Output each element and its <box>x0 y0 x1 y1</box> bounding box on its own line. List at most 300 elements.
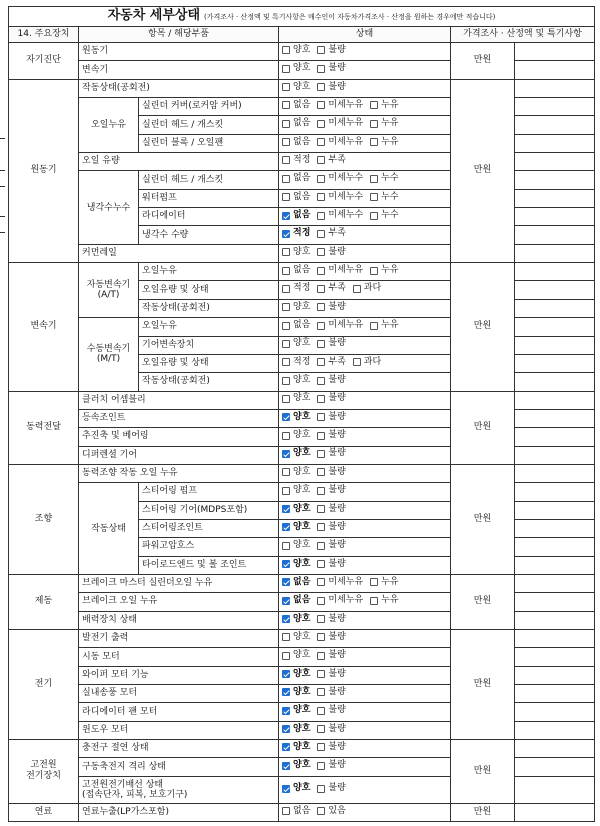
checkbox-icon[interactable] <box>317 303 325 311</box>
option-label: 누유 <box>381 118 399 129</box>
checked-checkbox-icon[interactable] <box>282 212 290 220</box>
checkbox-icon[interactable] <box>317 175 325 183</box>
state-cell <box>279 740 451 758</box>
option-label: 양호 <box>293 783 311 793</box>
checkbox-icon[interactable] <box>317 340 325 348</box>
option-leak[interactable] <box>370 137 398 148</box>
option-none[interactable] <box>282 320 310 331</box>
option-good[interactable] <box>282 338 310 349</box>
option-seep[interactable] <box>370 192 398 203</box>
option-good[interactable] <box>282 632 310 643</box>
option-short[interactable] <box>317 228 345 239</box>
option-label: 불량 <box>328 466 346 477</box>
item-label: 변속기 <box>79 61 279 79</box>
option-none[interactable] <box>282 577 310 588</box>
option-bad[interactable] <box>317 302 345 313</box>
option-present[interactable] <box>317 806 345 817</box>
option-excess[interactable] <box>353 283 381 294</box>
special-note-cell[interactable] <box>515 208 595 226</box>
checkbox-icon[interactable] <box>317 101 325 109</box>
option-none[interactable] <box>282 806 310 817</box>
option-seep[interactable] <box>370 210 398 221</box>
checkbox-icon[interactable] <box>317 322 325 330</box>
checkbox-icon[interactable] <box>317 725 325 733</box>
checked-checkbox-icon[interactable] <box>282 688 290 696</box>
option-good[interactable] <box>282 45 310 56</box>
option-label: 누유 <box>381 576 399 587</box>
checked-checkbox-icon[interactable] <box>282 413 290 421</box>
option-good[interactable] <box>282 522 310 533</box>
checkbox-icon[interactable] <box>317 450 325 458</box>
option-good[interactable] <box>282 63 310 74</box>
checkbox-icon[interactable] <box>317 267 325 275</box>
price-cell[interactable]: 만원 <box>451 79 515 262</box>
option-minor_seep[interactable] <box>317 192 363 203</box>
option-none[interactable] <box>282 192 310 203</box>
checkbox-icon[interactable] <box>282 248 290 256</box>
checkbox-icon[interactable] <box>282 395 290 403</box>
option-none[interactable] <box>282 210 310 221</box>
checkbox-icon[interactable] <box>317 432 325 440</box>
checkbox-icon[interactable] <box>370 578 378 586</box>
checkbox-icon[interactable] <box>370 597 378 605</box>
checked-checkbox-icon[interactable] <box>282 725 290 733</box>
category-transmission: 변속기 <box>9 263 79 391</box>
checkbox-icon[interactable] <box>282 432 290 440</box>
option-short[interactable] <box>317 155 345 166</box>
checkbox-icon[interactable] <box>282 101 290 109</box>
option-good[interactable] <box>282 687 310 698</box>
item-label: 연료누출(LP가스포함) <box>79 803 279 821</box>
option-label: 없음 <box>293 320 311 331</box>
item-label: 스티어링조인트 <box>139 519 279 537</box>
subgroup-auto_trans: 자동변속기 (A/T) <box>79 263 139 318</box>
checkbox-icon[interactable] <box>282 285 290 293</box>
checkbox-icon[interactable] <box>282 358 290 366</box>
special-note-cell[interactable] <box>515 226 595 244</box>
option-bad[interactable] <box>317 63 345 74</box>
state-cell <box>279 776 451 803</box>
option-bad[interactable] <box>317 485 345 496</box>
checkbox-icon[interactable] <box>317 688 325 696</box>
option-good[interactable] <box>282 412 310 423</box>
option-label: 누유 <box>381 320 399 331</box>
checkbox-icon[interactable] <box>317 523 325 531</box>
special-note-cell[interactable] <box>515 556 595 574</box>
price-cell[interactable]: 만원 <box>451 43 515 80</box>
option-bad[interactable] <box>317 783 345 794</box>
option-label: 양호 <box>293 705 311 716</box>
checkbox-icon[interactable] <box>370 193 378 201</box>
state-cell <box>279 428 451 446</box>
special-note-cell[interactable] <box>515 79 595 97</box>
option-bad[interactable] <box>317 559 345 570</box>
option-good[interactable] <box>282 540 310 551</box>
option-label: 불량 <box>328 760 346 771</box>
item-label: 기어변속장치 <box>139 336 279 354</box>
checked-checkbox-icon[interactable] <box>282 597 290 605</box>
table-row <box>9 263 595 281</box>
checkbox-icon[interactable] <box>282 156 290 164</box>
checkbox-icon[interactable] <box>317 395 325 403</box>
special-note-cell[interactable] <box>515 721 595 739</box>
option-bad[interactable] <box>317 393 345 404</box>
option-label: 양호 <box>293 301 311 312</box>
special-note-cell[interactable] <box>515 391 595 409</box>
option-leak[interactable] <box>370 595 398 606</box>
state-cell <box>279 61 451 79</box>
special-note-cell[interactable] <box>515 703 595 721</box>
option-minor_leak[interactable] <box>317 595 363 606</box>
special-note-cell[interactable] <box>515 43 595 61</box>
checked-checkbox-icon[interactable] <box>282 505 290 513</box>
option-seep[interactable] <box>370 173 398 184</box>
option-minor_leak[interactable] <box>317 577 363 588</box>
option-leak[interactable] <box>370 265 398 276</box>
checkbox-icon[interactable] <box>317 468 325 476</box>
special-note-cell[interactable] <box>515 171 595 189</box>
option-good[interactable] <box>282 783 310 794</box>
option-label: 누수 <box>381 173 399 184</box>
option-leak[interactable] <box>370 118 398 129</box>
checkbox-icon[interactable] <box>317 156 325 164</box>
checked-checkbox-icon[interactable] <box>282 560 290 568</box>
subgroup-operation: 작동상태 <box>79 483 139 575</box>
option-leak[interactable] <box>370 320 398 331</box>
option-good[interactable] <box>282 705 310 716</box>
checkbox-icon[interactable] <box>317 633 325 641</box>
option-bad[interactable] <box>317 540 345 551</box>
checkbox-icon[interactable] <box>282 193 290 201</box>
checkbox-icon[interactable] <box>353 285 361 293</box>
checkbox-icon[interactable] <box>317 193 325 201</box>
option-good[interactable] <box>282 82 310 93</box>
checkbox-icon[interactable] <box>282 652 290 660</box>
option-minor_leak[interactable] <box>317 100 363 111</box>
option-label: 양호 <box>293 650 311 661</box>
checkbox-icon[interactable] <box>370 212 378 220</box>
special-note-cell[interactable] <box>515 116 595 134</box>
option-bad[interactable] <box>317 412 345 423</box>
checked-checkbox-icon[interactable] <box>282 743 290 751</box>
checkbox-icon[interactable] <box>317 707 325 715</box>
option-good[interactable] <box>282 614 310 625</box>
table-row <box>9 391 595 409</box>
option-none[interactable] <box>282 137 310 148</box>
option-label: 미세누유 <box>328 320 364 331</box>
item-label: 커먼레일 <box>79 244 279 262</box>
option-good[interactable] <box>282 559 310 570</box>
special-note-cell[interactable] <box>515 244 595 262</box>
option-minor_seep[interactable] <box>317 210 363 221</box>
checkbox-icon[interactable] <box>282 267 290 275</box>
option-bad[interactable] <box>317 375 345 386</box>
checkbox-icon[interactable] <box>282 83 290 91</box>
checkbox-icon[interactable] <box>317 652 325 660</box>
option-none[interactable] <box>282 595 310 606</box>
special-note-cell[interactable] <box>515 318 595 336</box>
checkbox-icon[interactable] <box>317 670 325 678</box>
special-note-cell[interactable] <box>515 776 595 803</box>
special-note-cell[interactable] <box>515 574 595 592</box>
price-cell[interactable]: 만원 <box>451 391 515 464</box>
checkbox-icon[interactable] <box>317 358 325 366</box>
special-note-cell[interactable] <box>515 803 595 821</box>
special-note-cell[interactable] <box>515 373 595 391</box>
checkbox-icon[interactable] <box>282 377 290 385</box>
option-bad[interactable] <box>317 430 345 441</box>
option-leak[interactable] <box>370 577 398 588</box>
state-cell <box>279 464 451 482</box>
state-cell <box>279 593 451 611</box>
option-bad[interactable] <box>317 687 345 698</box>
special-note-cell[interactable] <box>515 740 595 758</box>
checkbox-icon[interactable] <box>282 633 290 641</box>
price-cell[interactable]: 만원 <box>451 740 515 804</box>
checkbox-icon[interactable] <box>317 83 325 91</box>
option-bad[interactable] <box>317 247 345 258</box>
special-note-cell[interactable] <box>515 134 595 152</box>
checkbox-icon[interactable] <box>317 65 325 73</box>
option-proper[interactable] <box>282 357 310 368</box>
option-good[interactable] <box>282 247 310 258</box>
price-cell[interactable]: 만원 <box>451 263 515 391</box>
checkbox-icon[interactable] <box>317 212 325 220</box>
option-bad[interactable] <box>317 504 345 515</box>
checked-checkbox-icon[interactable] <box>282 615 290 623</box>
option-good[interactable] <box>282 302 310 313</box>
subgroup-coolant_leak: 냉각수누수 <box>79 171 139 244</box>
option-good[interactable] <box>282 485 310 496</box>
special-note-cell[interactable] <box>515 281 595 299</box>
special-note-cell[interactable] <box>515 501 595 519</box>
state-cell <box>279 574 451 592</box>
option-excess[interactable] <box>353 357 381 368</box>
special-note-cell[interactable] <box>515 519 595 537</box>
option-bad[interactable] <box>317 632 345 643</box>
checkbox-icon[interactable] <box>282 65 290 73</box>
option-bad[interactable] <box>317 448 345 459</box>
option-good[interactable] <box>282 504 310 515</box>
option-label: 없음 <box>293 136 311 147</box>
special-note-cell[interactable] <box>515 464 595 482</box>
option-none[interactable] <box>282 100 310 111</box>
special-note-cell[interactable] <box>515 630 595 648</box>
special-note-cell[interactable] <box>515 685 595 703</box>
checked-checkbox-icon[interactable] <box>282 785 290 793</box>
checkbox-icon[interactable] <box>317 762 325 770</box>
item-label: 브레이크 마스터 실린더오일 누유 <box>79 574 279 592</box>
option-good[interactable] <box>282 742 310 753</box>
option-label: 누수 <box>381 210 399 221</box>
option-bad[interactable] <box>317 338 345 349</box>
checkbox-icon[interactable] <box>353 358 361 366</box>
special-note-cell[interactable] <box>515 409 595 427</box>
state-cell <box>279 134 451 152</box>
checkbox-icon[interactable] <box>317 578 325 586</box>
option-good[interactable] <box>282 393 310 404</box>
item-label: 배력장치 상태 <box>79 611 279 629</box>
option-bad[interactable] <box>317 82 345 93</box>
price-cell[interactable]: 만원 <box>451 630 515 740</box>
checkbox-icon[interactable] <box>370 175 378 183</box>
item-label: 작동상태(공회전) <box>139 299 279 317</box>
option-good[interactable] <box>282 650 310 661</box>
checkbox-icon[interactable] <box>282 542 290 550</box>
option-none[interactable] <box>282 173 310 184</box>
checked-checkbox-icon[interactable] <box>282 670 290 678</box>
option-leak[interactable] <box>370 100 398 111</box>
item-label: 오일유량 및 상태 <box>139 281 279 299</box>
special-note-cell[interactable] <box>515 263 595 281</box>
checkbox-icon[interactable] <box>370 322 378 330</box>
option-label: 부족 <box>328 283 346 294</box>
option-short[interactable] <box>317 283 345 294</box>
special-note-cell[interactable] <box>515 446 595 464</box>
checkbox-icon[interactable] <box>317 743 325 751</box>
checkbox-icon[interactable] <box>282 175 290 183</box>
special-note-cell[interactable] <box>515 354 595 372</box>
option-good[interactable] <box>282 448 310 459</box>
option-bad[interactable] <box>317 724 345 735</box>
option-bad[interactable] <box>317 522 345 533</box>
option-good[interactable] <box>282 760 310 771</box>
state-cell <box>279 758 451 776</box>
option-good[interactable] <box>282 467 310 478</box>
checkbox-icon[interactable] <box>317 785 325 793</box>
special-note-cell[interactable] <box>515 758 595 776</box>
special-note-cell[interactable] <box>515 483 595 501</box>
checkbox-icon[interactable] <box>282 303 290 311</box>
checkbox-icon[interactable] <box>370 267 378 275</box>
special-note-cell[interactable] <box>515 153 595 171</box>
checkbox-icon[interactable] <box>317 413 325 421</box>
special-note-cell[interactable] <box>515 538 595 556</box>
checkbox-icon[interactable] <box>317 597 325 605</box>
option-proper[interactable] <box>282 228 310 239</box>
option-label: 불량 <box>328 448 346 459</box>
checkbox-icon[interactable] <box>317 377 325 385</box>
checkbox-icon[interactable] <box>317 46 325 54</box>
checkbox-icon[interactable] <box>317 505 325 513</box>
option-label: 양호 <box>293 81 311 92</box>
option-proper[interactable] <box>282 283 310 294</box>
option-proper[interactable] <box>282 155 310 166</box>
option-minor_leak[interactable] <box>317 320 363 331</box>
checkbox-icon[interactable] <box>282 138 290 146</box>
checkbox-icon[interactable] <box>282 340 290 348</box>
checkbox-icon[interactable] <box>317 138 325 146</box>
subgroup-manual_trans: 수동변속기 (M/T) <box>79 318 139 391</box>
item-label: 워터펌프 <box>139 189 279 207</box>
checked-checkbox-icon[interactable] <box>282 450 290 458</box>
special-note-cell[interactable] <box>515 611 595 629</box>
option-bad[interactable] <box>317 705 345 716</box>
option-bad[interactable] <box>317 650 345 661</box>
special-note-cell[interactable] <box>515 666 595 684</box>
checkbox-icon[interactable] <box>282 46 290 54</box>
checkbox-icon[interactable] <box>317 230 325 238</box>
checkbox-icon[interactable] <box>317 542 325 550</box>
checkbox-icon[interactable] <box>317 120 325 128</box>
option-label: 불량 <box>328 558 346 569</box>
state-cell <box>279 116 451 134</box>
checked-checkbox-icon[interactable] <box>282 523 290 531</box>
special-note-cell[interactable] <box>515 593 595 611</box>
checked-checkbox-icon[interactable] <box>282 230 290 238</box>
special-note-cell[interactable] <box>515 428 595 446</box>
option-good[interactable] <box>282 724 310 735</box>
option-none[interactable] <box>282 265 310 276</box>
checked-checkbox-icon[interactable] <box>282 707 290 715</box>
item-label: 파워고압호스 <box>139 538 279 556</box>
option-minor_seep[interactable] <box>317 173 363 184</box>
special-note-cell[interactable] <box>515 336 595 354</box>
option-label: 양호 <box>293 393 311 404</box>
special-note-cell[interactable] <box>515 299 595 317</box>
option-minor_leak[interactable] <box>317 265 363 276</box>
option-label: 누유 <box>381 99 399 110</box>
special-note-cell[interactable] <box>515 98 595 116</box>
option-label: 미세누유 <box>328 576 364 587</box>
option-good[interactable] <box>282 430 310 441</box>
option-label: 없음 <box>293 576 311 587</box>
option-label: 불량 <box>328 375 346 386</box>
checkbox-icon[interactable] <box>317 807 325 815</box>
item-label: 오일누유 <box>139 318 279 336</box>
option-bad[interactable] <box>317 45 345 56</box>
option-none[interactable] <box>282 118 310 129</box>
checkbox-icon[interactable] <box>282 487 290 495</box>
checkbox-icon[interactable] <box>317 487 325 495</box>
checkbox-icon[interactable] <box>370 120 378 128</box>
option-minor_leak[interactable] <box>317 137 363 148</box>
checkbox-icon[interactable] <box>317 615 325 623</box>
checkbox-icon[interactable] <box>317 285 325 293</box>
option-label: 양호 <box>293 613 311 624</box>
option-bad[interactable] <box>317 669 345 680</box>
checkbox-icon[interactable] <box>282 807 290 815</box>
state-cell <box>279 244 451 262</box>
option-minor_leak[interactable] <box>317 118 363 129</box>
price-cell[interactable]: 만원 <box>451 464 515 574</box>
checkbox-icon[interactable] <box>317 560 325 568</box>
table-row <box>9 574 595 592</box>
checked-checkbox-icon[interactable] <box>282 578 290 586</box>
option-bad[interactable] <box>317 742 345 753</box>
option-short[interactable] <box>317 357 345 368</box>
price-cell[interactable]: 만원 <box>451 574 515 629</box>
option-bad[interactable] <box>317 614 345 625</box>
option-bad[interactable] <box>317 467 345 478</box>
special-note-cell[interactable] <box>515 61 595 79</box>
special-note-cell[interactable] <box>515 189 595 207</box>
checkbox-icon[interactable] <box>370 101 378 109</box>
checkbox-icon[interactable] <box>317 248 325 256</box>
checkbox-icon[interactable] <box>282 120 290 128</box>
checkbox-icon[interactable] <box>282 322 290 330</box>
checkbox-icon[interactable] <box>282 468 290 476</box>
price-cell[interactable]: 만원 <box>451 803 515 821</box>
option-label: 미세누수 <box>328 191 364 202</box>
header-main: 14. 주요장치 <box>9 27 79 43</box>
option-good[interactable] <box>282 669 310 680</box>
special-note-cell[interactable] <box>515 648 595 666</box>
checked-checkbox-icon[interactable] <box>282 762 290 770</box>
option-good[interactable] <box>282 375 310 386</box>
checkbox-icon[interactable] <box>370 138 378 146</box>
option-bad[interactable] <box>317 760 345 771</box>
